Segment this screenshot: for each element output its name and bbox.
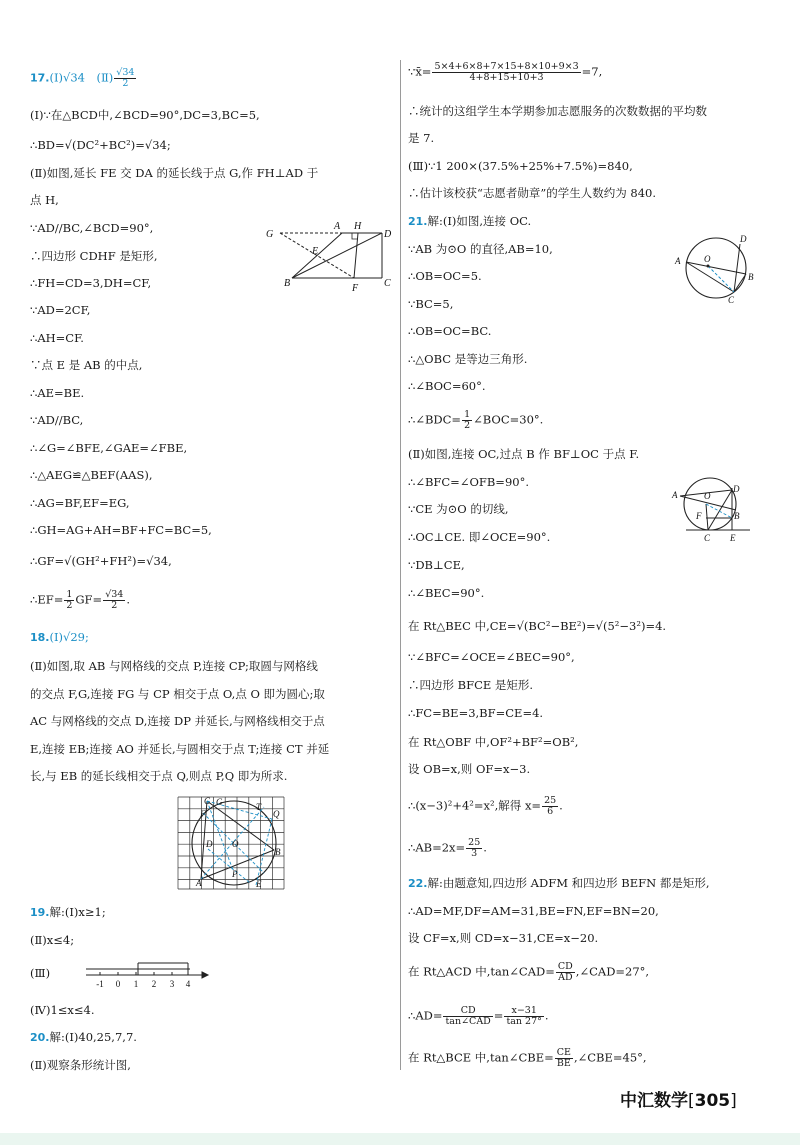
tick-3: 3	[169, 979, 175, 989]
fig18-label-Q: Q	[273, 809, 280, 819]
tick-1: 1	[133, 979, 139, 989]
q21-line20: 设 OB=x,则 OF=x−3.	[408, 762, 531, 776]
q18-line2: (Ⅱ)如图,取 AB 与网格线的交点 P,连接 CP;取圆与网格线	[30, 659, 318, 673]
q21-line12: ∴OC⊥CE. 即∠OCE=90°.	[408, 530, 551, 544]
footer-bar	[0, 1133, 800, 1145]
fig18-label-D: D	[206, 839, 213, 849]
q21-line15: 在 Rt△BEC 中,CE=√(BC²−BE²)=√(5²−3²)=4.	[408, 619, 667, 633]
q19-line4: (Ⅳ)1≤x≤4.	[30, 1003, 95, 1017]
q17-line10: ∴AH=CF.	[30, 331, 84, 345]
q17-line4: (Ⅱ)如图,延长 FE 交 DA 的延长线于点 G,作 FH⊥AD 于	[30, 166, 319, 180]
r-line2: ∴统计的这组学生本学期参加志愿服务的次数数据的平均数	[408, 104, 707, 118]
q18-line1: 18.(Ⅰ)√29;	[30, 630, 89, 644]
q21-line5: ∴OB=OC=BC.	[408, 324, 492, 338]
figure-17-rectangle-diagram	[262, 218, 397, 296]
fig21a-label-D: D	[740, 234, 747, 244]
fig18-label-C: C	[204, 796, 211, 806]
fig21b-label-O: O	[704, 491, 711, 501]
fig21b-label-E: E	[730, 533, 736, 543]
q21-line11: ∵CE 为⊙O 的切线,	[408, 502, 509, 516]
q21-line9: (Ⅱ)如图,连接 OC,过点 B 作 BF⊥OC 于点 F.	[408, 447, 640, 461]
fig17-label-G: G	[266, 229, 274, 240]
q21-line18: ∴FC=BE=3,BF=CE=4.	[408, 706, 544, 720]
q17-line6: ∵AD//BC,∠BCD=90°,	[30, 221, 154, 235]
q22-line2: ∴AD=MF,DF=AM=31,BE=FN,EF=BN=20,	[408, 904, 659, 918]
q17-line13: ∵AD//BC,	[30, 413, 84, 427]
q17-line15: ∴△AEG≌△BEF(AAS),	[30, 468, 153, 482]
r-line4: (Ⅲ)∵1 200×(37.5%+25%+7.5%)=840,	[408, 159, 633, 173]
fig21a-label-A: A	[675, 256, 681, 266]
q17-line1: 17.(Ⅰ)√34 (Ⅱ) $\frac{√34}{2}$	[30, 67, 135, 89]
figure-21b-circle-tangent	[670, 474, 766, 544]
q17-line14: ∴∠G=∠BFE,∠GAE=∠FBE,	[30, 441, 188, 455]
q21-line4: ∵BC=5,	[408, 297, 454, 311]
fig17-label-H: H	[354, 221, 362, 232]
q21-line6: ∴△OBC 是等边三角形.	[408, 352, 528, 366]
q17-line2: (Ⅰ)∵在△BCD中,∠BCD=90°,DC=3,BC=5,	[30, 108, 260, 122]
fig21a-label-C: C	[728, 295, 735, 304]
fig17-label-A: A	[334, 221, 341, 232]
q22-line1: 22.解:由题意知,四边形 ADFM 和四边形 BEFN 都是矩形,	[408, 876, 710, 890]
tick-0: 0	[115, 979, 121, 989]
fig18-label-P: P	[232, 869, 238, 879]
page-footer: 中汇数学[305]	[620, 1091, 737, 1111]
q21-line14: ∴∠BEC=90°.	[408, 586, 485, 600]
q22-line5: ∴AD= $\frac{CD}{\text{tan∠CAD}}$ = $\frac{x-31}{\tan 27^\circ}$ .	[408, 1005, 549, 1027]
q21-line21: ∴(x−3)²+4²=x²,解得 x= $\frac{25}{6}$ .	[408, 795, 563, 817]
q17-line12: ∴AE=BE.	[30, 386, 85, 400]
fig18-label-G: G	[216, 797, 223, 807]
fig17-label-C: C	[384, 278, 391, 289]
page-number: 305	[694, 1091, 731, 1111]
q21-line19: 在 Rt△OBF 中,OF²+BF²=OB²,	[408, 735, 579, 749]
fig18-label-O: O	[232, 839, 239, 849]
fig21a-label-O: O	[704, 254, 711, 264]
q18-line3: 的交点 F,G,连接 FG 与 CP 相交于点 O,点 O 即为圆心;取	[30, 687, 325, 701]
tick--1: -1	[96, 979, 104, 989]
q17-line9: ∵AD=2CF,	[30, 303, 91, 317]
q21-line16: ∵∠BFC=∠OCE=∠BEC=90°,	[408, 650, 575, 664]
fig21b-label-C: C	[704, 533, 711, 543]
q17-line3: ∴BD=√(DC²+BC²)=√34;	[30, 138, 171, 152]
fig21b-label-B: B	[734, 511, 740, 521]
q21-line3: ∴OB=OC=5.	[408, 269, 482, 283]
q17-line16: ∴AG=BF,EF=EG,	[30, 496, 130, 510]
fig18-label-A: A	[196, 878, 202, 888]
q17-line8: ∴FH=CD=3,DH=CF,	[30, 276, 152, 290]
fig18-label-F: F	[200, 809, 206, 819]
q19-number-line	[82, 957, 210, 991]
tick-2: 2	[151, 979, 157, 989]
r-line5: ∴估计该校获“志愿者勋章”的学生人数约为 840.	[408, 186, 657, 200]
q19-line1: 19.解:(Ⅰ)x≥1;	[30, 905, 106, 919]
q22-line4: 在 Rt△ACD 中,tan∠CAD= $\frac{CD}{AD}$ ,∠CAD=27°,	[408, 961, 650, 983]
q18-line4: AC 与网格线的交点 D,连接 DP 并延长,与网格线相交于点	[30, 714, 325, 728]
fig17-label-D: D	[384, 229, 392, 240]
fig18-label-E: E	[256, 879, 262, 889]
q18-line6: 长,与 EB 的延长线相交于点 Q,则点 P,Q 即为所求.	[30, 769, 288, 783]
q21-line2: ∵AB 为⊙O 的直径,AB=10,	[408, 242, 553, 256]
q17-line11: ∵点 E 是 AB 的中点,	[30, 358, 143, 372]
figure-21a-circle	[672, 232, 762, 304]
fig21a-label-B: B	[748, 272, 754, 282]
fig18-label-B: B	[275, 847, 281, 857]
fig17-label-B: B	[284, 278, 291, 289]
r-line3: 是 7.	[408, 131, 435, 145]
q17-line17: ∴GH=AG+AH=BF+FC=BC=5,	[30, 523, 212, 537]
q21-line1: 21.解:(Ⅰ)如图,连接 OC.	[408, 214, 532, 228]
fig21b-label-D: D	[733, 484, 740, 494]
q21-line22: ∴AB=2x= $\frac{25}{3}$ .	[408, 837, 487, 859]
column-divider	[400, 60, 401, 1070]
fig17-label-E: E	[312, 246, 319, 257]
fig21b-label-A: A	[672, 490, 678, 500]
fig17-label-F: F	[352, 283, 359, 294]
q19-line2: (Ⅱ)x≤4;	[30, 933, 75, 947]
q21-line8: ∴∠BDC= $\frac{1}{2}$ ∠BOC=30°.	[408, 409, 544, 431]
q21-line10: ∴∠BFC=∠OFB=90°.	[408, 475, 529, 489]
q21-line13: ∵DB⊥CE,	[408, 558, 465, 572]
q20-line1: 20.解:(Ⅰ)40,25,7,7.	[30, 1030, 137, 1044]
fig18-label-T: T	[256, 802, 262, 812]
q17-line19: ∴EF= $\frac{1}{2}$ GF= $\frac{√34}{2}$ .	[30, 589, 130, 611]
q22-line6: 在 Rt△BCE 中,tan∠CBE= $\frac{CE}{BE}$ ,∠CBE=45°,	[408, 1047, 647, 1069]
fig21b-label-F: F	[696, 511, 702, 521]
q20-line2: (Ⅱ)观察条形统计图,	[30, 1058, 131, 1072]
figure-18-grid-diagram	[176, 795, 288, 891]
q17-line5: 点 H,	[30, 193, 59, 207]
footer-title: 中汇数学	[620, 1091, 688, 1111]
tick-4: 4	[185, 979, 191, 989]
q17-line18: ∴GF=√(GH²+FH²)=√34,	[30, 554, 172, 568]
q21-line7: ∴∠BOC=60°.	[408, 379, 486, 393]
q17-line7: ∴四边形 CDHF 是矩形,	[30, 249, 158, 263]
q18-line5: E,连接 EB;连接 AO 并延长,与圆相交于点 T;连接 CT 并延	[30, 742, 330, 756]
q21-line17: ∴四边形 BFCE 是矩形.	[408, 678, 534, 692]
q19-line3: (Ⅲ)	[30, 966, 51, 980]
r-line1: ∵x̄= $\frac{5\times 4+6\times 8+7\times 15+8\times 10+9\times 3}{4+8+15+10+3}$ =7,	[408, 61, 603, 83]
q22-line3: 设 CF=x,则 CD=x−31,CE=x−20.	[408, 931, 599, 945]
